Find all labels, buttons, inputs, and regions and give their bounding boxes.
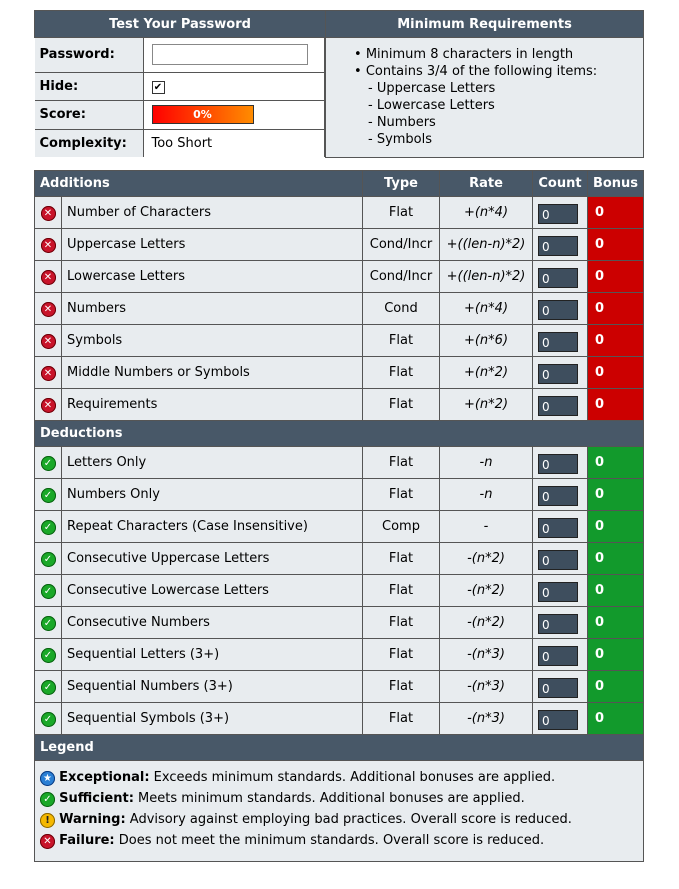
requirements-header: Minimum Requirements bbox=[326, 11, 644, 38]
warning-icon: ! bbox=[40, 813, 55, 828]
criterion-rate: -(n*3) bbox=[440, 671, 533, 703]
test-password-table bbox=[34, 10, 644, 158]
failure-icon: ✕ bbox=[41, 398, 56, 413]
criterion-name: Repeat Characters (Case Insensitive) bbox=[62, 511, 363, 543]
count-value: 0 bbox=[538, 518, 578, 538]
criterion-type: Flat bbox=[363, 479, 440, 511]
criterion-rate: -(n*2) bbox=[440, 575, 533, 607]
legend-term: Warning: bbox=[59, 812, 126, 827]
count-cell bbox=[533, 511, 588, 543]
status-cell bbox=[35, 639, 62, 671]
status-cell bbox=[35, 511, 62, 543]
criterion-type: Flat bbox=[363, 389, 440, 421]
criterion-type: Cond/Incr bbox=[363, 261, 440, 293]
criterion-name: Numbers bbox=[62, 293, 363, 325]
criterion-type: Flat bbox=[363, 607, 440, 639]
criterion-type: Flat bbox=[363, 543, 440, 575]
deduction-row bbox=[35, 543, 644, 575]
criterion-name: Letters Only bbox=[62, 447, 363, 479]
criterion-type: Flat bbox=[363, 197, 440, 229]
failure-icon: ✕ bbox=[41, 302, 56, 317]
criterion-name: Numbers Only bbox=[62, 479, 363, 511]
criterion-rate: +(n*2) bbox=[440, 357, 533, 389]
legend-item bbox=[40, 809, 638, 830]
legend-item bbox=[40, 767, 638, 788]
failure-icon: ✕ bbox=[41, 270, 56, 285]
bonus-value: 0 bbox=[588, 607, 644, 639]
sufficient-icon: ✓ bbox=[40, 792, 55, 807]
criterion-type: Cond bbox=[363, 293, 440, 325]
deduction-row bbox=[35, 447, 644, 479]
deduction-row bbox=[35, 671, 644, 703]
criterion-rate: -(n*2) bbox=[440, 607, 533, 639]
addition-row bbox=[35, 325, 644, 357]
count-cell bbox=[533, 607, 588, 639]
count-value: 0 bbox=[538, 268, 578, 288]
status-cell bbox=[35, 607, 62, 639]
criterion-name: Sequential Numbers (3+) bbox=[62, 671, 363, 703]
additions-header: Additions bbox=[35, 171, 363, 197]
rate-header: Rate bbox=[440, 171, 533, 197]
criterion-name: Requirements bbox=[62, 389, 363, 421]
count-value: 0 bbox=[538, 646, 578, 666]
bonus-value: 0 bbox=[588, 511, 644, 543]
bonus-value: 0 bbox=[588, 575, 644, 607]
failure-icon: ✕ bbox=[41, 238, 56, 253]
deduction-row bbox=[35, 703, 644, 735]
bonus-value: 0 bbox=[588, 639, 644, 671]
criterion-type: Flat bbox=[363, 447, 440, 479]
criterion-name: Symbols bbox=[62, 325, 363, 357]
bonus-value: 0 bbox=[588, 389, 644, 421]
count-value: 0 bbox=[538, 300, 578, 320]
criterion-name: Consecutive Lowercase Letters bbox=[62, 575, 363, 607]
legend-term: Sufficient: bbox=[59, 791, 134, 806]
criterion-rate: -n bbox=[440, 479, 533, 511]
sufficient-icon: ✓ bbox=[41, 552, 56, 567]
sufficient-icon: ✓ bbox=[41, 680, 56, 695]
count-value: 0 bbox=[538, 678, 578, 698]
addition-row bbox=[35, 389, 644, 421]
score-bar bbox=[152, 105, 254, 124]
count-cell bbox=[533, 325, 588, 357]
criterion-rate: +((len-n)*2) bbox=[440, 261, 533, 293]
password-label: Password: bbox=[35, 38, 144, 72]
criterion-name: Sequential Letters (3+) bbox=[62, 639, 363, 671]
deduction-row bbox=[35, 639, 644, 671]
count-cell bbox=[533, 261, 588, 293]
criterion-name: Lowercase Letters bbox=[62, 261, 363, 293]
count-cell bbox=[533, 357, 588, 389]
status-cell bbox=[35, 293, 62, 325]
status-cell bbox=[35, 575, 62, 607]
requirement-sub-item: - Uppercase Letters bbox=[368, 81, 496, 96]
count-value: 0 bbox=[538, 396, 578, 416]
status-cell bbox=[35, 543, 62, 575]
addition-row bbox=[35, 229, 644, 261]
count-value: 0 bbox=[538, 550, 578, 570]
sufficient-icon: ✓ bbox=[41, 520, 56, 535]
status-cell bbox=[35, 357, 62, 389]
count-cell bbox=[533, 639, 588, 671]
status-cell bbox=[35, 703, 62, 735]
complexity-value: Too Short bbox=[143, 129, 325, 157]
criterion-type: Flat bbox=[363, 575, 440, 607]
addition-row bbox=[35, 357, 644, 389]
sufficient-icon: ✓ bbox=[41, 488, 56, 503]
status-cell bbox=[35, 671, 62, 703]
legend bbox=[35, 761, 644, 862]
bonus-value: 0 bbox=[588, 357, 644, 389]
criterion-rate: +(n*4) bbox=[440, 197, 533, 229]
scoring-table bbox=[34, 170, 644, 862]
status-cell bbox=[35, 325, 62, 357]
bonus-value: 0 bbox=[588, 543, 644, 575]
criterion-name: Uppercase Letters bbox=[62, 229, 363, 261]
requirements-list bbox=[326, 38, 644, 158]
addition-row bbox=[35, 261, 644, 293]
criterion-name: Middle Numbers or Symbols bbox=[62, 357, 363, 389]
criterion-type: Flat bbox=[363, 357, 440, 389]
criterion-rate: +(n*4) bbox=[440, 293, 533, 325]
status-cell bbox=[35, 447, 62, 479]
legend-desc: Advisory against employing bad practices. Overall score is reduced. bbox=[125, 812, 572, 827]
requirement-sub-item: - Lowercase Letters bbox=[368, 98, 495, 113]
bonus-value: 0 bbox=[588, 261, 644, 293]
sufficient-icon: ✓ bbox=[41, 712, 56, 727]
count-value: 0 bbox=[538, 614, 578, 634]
criterion-type: Flat bbox=[363, 703, 440, 735]
legend-desc: Exceeds minimum standards. Additional bonuses are applied. bbox=[149, 770, 556, 785]
count-cell bbox=[533, 229, 588, 261]
legend-desc: Does not meet the minimum standards. Overall score is reduced. bbox=[114, 833, 545, 848]
count-cell bbox=[533, 703, 588, 735]
score-value: 0% bbox=[193, 108, 212, 121]
count-cell bbox=[533, 197, 588, 229]
count-value: 0 bbox=[538, 486, 578, 506]
bonus-value: 0 bbox=[588, 293, 644, 325]
legend-header: Legend bbox=[35, 735, 644, 761]
count-cell bbox=[533, 479, 588, 511]
failure-icon: ✕ bbox=[40, 834, 55, 849]
criterion-name: Number of Characters bbox=[62, 197, 363, 229]
requirement-item: • Minimum 8 characters in length bbox=[354, 47, 574, 62]
bonus-value: 0 bbox=[588, 479, 644, 511]
criterion-rate: -(n*3) bbox=[440, 639, 533, 671]
requirement-sub-item: - Numbers bbox=[368, 115, 436, 130]
bonus-value: 0 bbox=[588, 447, 644, 479]
score-label: Score: bbox=[35, 100, 144, 129]
criterion-type: Flat bbox=[363, 671, 440, 703]
status-cell bbox=[35, 479, 62, 511]
criterion-type: Cond/Incr bbox=[363, 229, 440, 261]
legend-term: Failure: bbox=[59, 833, 115, 848]
bonus-value: 0 bbox=[588, 229, 644, 261]
criterion-name: Consecutive Numbers bbox=[62, 607, 363, 639]
count-cell bbox=[533, 575, 588, 607]
count-value: 0 bbox=[538, 204, 578, 224]
hide-checkbox[interactable]: ✔ bbox=[152, 81, 165, 94]
deduction-row bbox=[35, 575, 644, 607]
sufficient-icon: ✓ bbox=[41, 584, 56, 599]
bonus-value: 0 bbox=[588, 197, 644, 229]
sufficient-icon: ✓ bbox=[41, 456, 56, 471]
status-cell bbox=[35, 389, 62, 421]
criterion-name: Consecutive Uppercase Letters bbox=[62, 543, 363, 575]
criterion-name: Sequential Symbols (3+) bbox=[62, 703, 363, 735]
status-cell bbox=[35, 229, 62, 261]
count-value: 0 bbox=[538, 364, 578, 384]
count-value: 0 bbox=[538, 332, 578, 352]
bonus-header: Bonus bbox=[588, 171, 644, 197]
count-value: 0 bbox=[538, 236, 578, 256]
count-value: 0 bbox=[538, 582, 578, 602]
failure-icon: ✕ bbox=[41, 206, 56, 221]
bonus-value: 0 bbox=[588, 325, 644, 357]
count-value: 0 bbox=[538, 454, 578, 474]
criterion-rate: -(n*2) bbox=[440, 543, 533, 575]
exceptional-icon: ★ bbox=[40, 771, 55, 786]
requirement-sub-item: - Symbols bbox=[368, 132, 433, 147]
count-cell bbox=[533, 447, 588, 479]
hide-label: Hide: bbox=[35, 72, 144, 100]
criterion-rate: -(n*3) bbox=[440, 703, 533, 735]
criterion-type: Flat bbox=[363, 639, 440, 671]
addition-row bbox=[35, 197, 644, 229]
password-input[interactable] bbox=[152, 44, 308, 65]
sufficient-icon: ✓ bbox=[41, 616, 56, 631]
criterion-rate: +(n*2) bbox=[440, 389, 533, 421]
legend-desc: Meets minimum standards. Additional bonuses are applied. bbox=[133, 791, 525, 806]
deduction-row bbox=[35, 511, 644, 543]
criterion-rate: -n bbox=[440, 447, 533, 479]
legend-item bbox=[40, 788, 638, 809]
criterion-type: Flat bbox=[363, 325, 440, 357]
bonus-value: 0 bbox=[588, 703, 644, 735]
criterion-rate: +(n*6) bbox=[440, 325, 533, 357]
legend-term: Exceptional: bbox=[59, 770, 150, 785]
failure-icon: ✕ bbox=[41, 366, 56, 381]
bonus-value: 0 bbox=[588, 671, 644, 703]
legend-item bbox=[40, 830, 638, 851]
requirement-item: • Contains 3/4 of the following items: bbox=[354, 64, 598, 79]
count-cell bbox=[533, 671, 588, 703]
type-header: Type bbox=[363, 171, 440, 197]
complexity-label: Complexity: bbox=[35, 129, 144, 157]
deduction-row bbox=[35, 479, 644, 511]
test-header: Test Your Password bbox=[35, 11, 326, 38]
criterion-rate: - bbox=[440, 511, 533, 543]
status-cell bbox=[35, 197, 62, 229]
status-cell bbox=[35, 261, 62, 293]
deduction-row bbox=[35, 607, 644, 639]
addition-row bbox=[35, 293, 644, 325]
count-cell bbox=[533, 389, 588, 421]
criterion-type: Comp bbox=[363, 511, 440, 543]
criterion-rate: +((len-n)*2) bbox=[440, 229, 533, 261]
count-cell bbox=[533, 543, 588, 575]
count-cell bbox=[533, 293, 588, 325]
deductions-header: Deductions bbox=[35, 421, 644, 447]
sufficient-icon: ✓ bbox=[41, 648, 56, 663]
count-header: Count bbox=[533, 171, 588, 197]
count-value: 0 bbox=[538, 710, 578, 730]
failure-icon: ✕ bbox=[41, 334, 56, 349]
